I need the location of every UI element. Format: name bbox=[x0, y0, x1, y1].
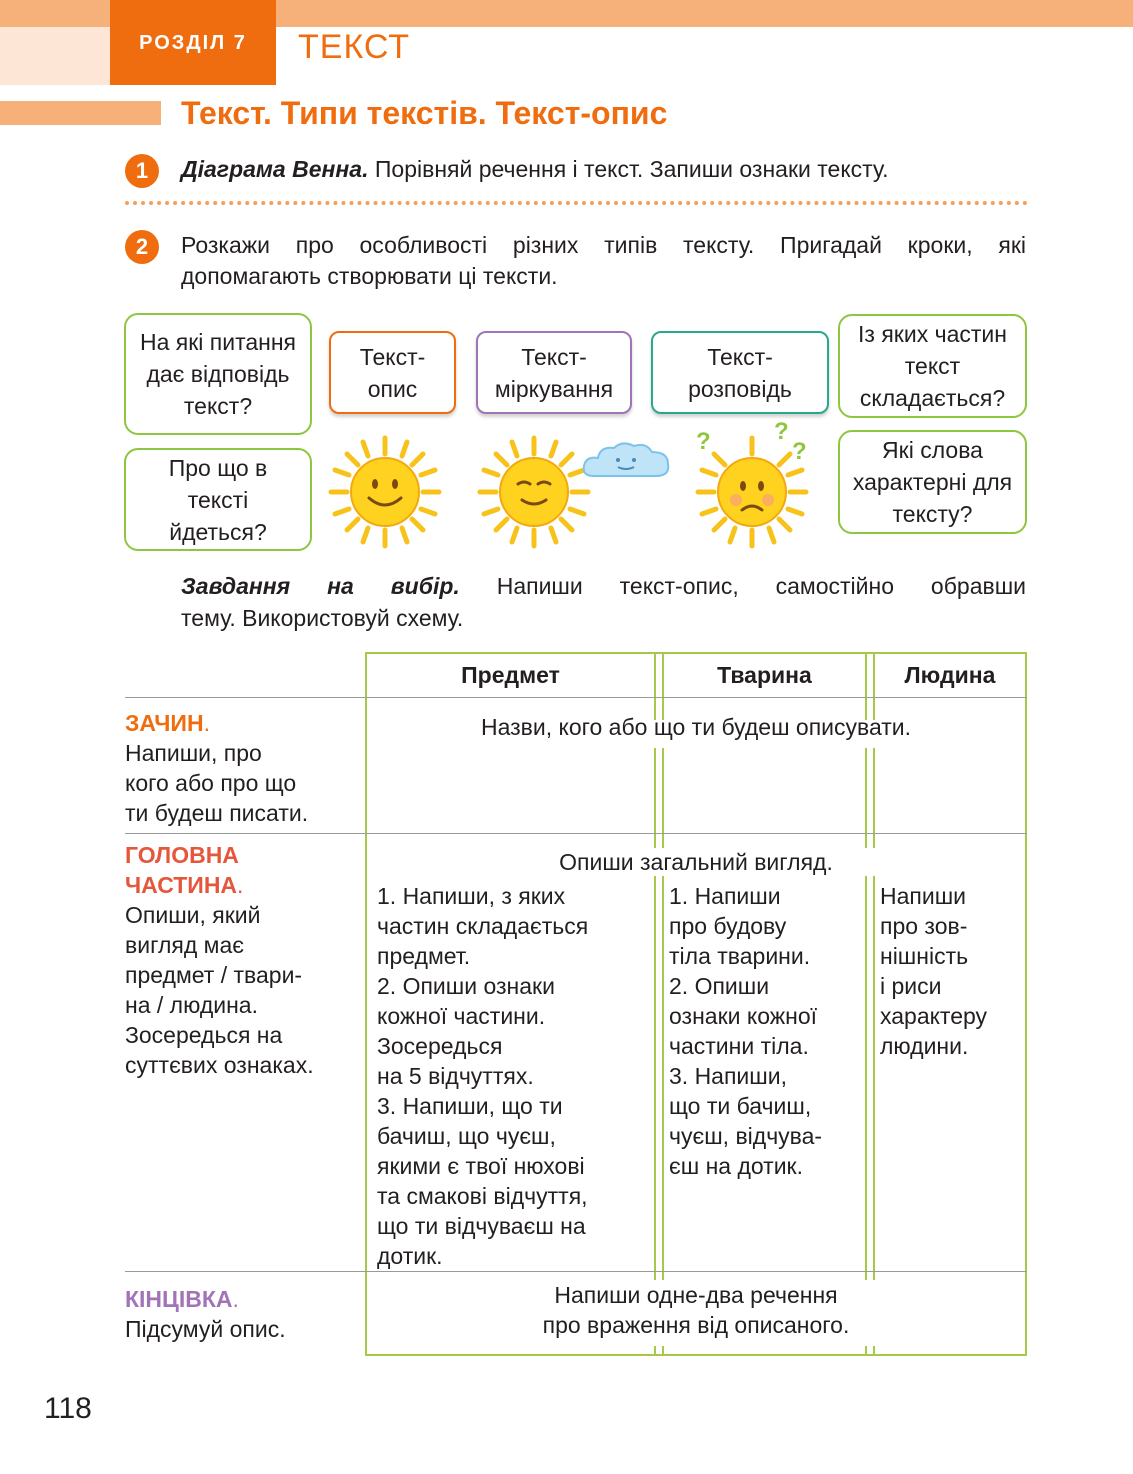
row-label-text: ЧАСТИНА bbox=[125, 872, 238, 898]
choice-task-line1 bbox=[181, 571, 1026, 602]
sun-smile-icon bbox=[325, 432, 445, 552]
table-right-border bbox=[1025, 652, 1027, 1356]
table-divider bbox=[662, 652, 664, 1356]
instruction-line: що ти бачиш, bbox=[669, 1093, 812, 1119]
zachyn-common-instruction: Назви, кого або що ти будеш описувати. bbox=[480, 714, 912, 740]
table-row-line bbox=[125, 697, 1027, 698]
row-label-zachyn: ЗАЧИН. bbox=[125, 710, 210, 736]
instruction-line: бачиш, що чуєш, bbox=[377, 1123, 556, 1149]
choice-task-line2: тему. Використовуй схему. bbox=[181, 605, 464, 631]
instruction-line: 1. Напиши bbox=[669, 883, 781, 909]
task-2-line1: Розкажи про особливості різних типів тексту. Пригадай кроки, які bbox=[181, 232, 1026, 258]
instruction-line: чуєш, відчува- bbox=[669, 1123, 823, 1149]
column-header-tvaryna: Тварина bbox=[717, 662, 812, 688]
desc-line: ти будеш писати. bbox=[125, 800, 309, 826]
main-common-instruction: Опиши загальний вигляд. bbox=[559, 849, 833, 875]
table-row-line bbox=[125, 833, 1027, 834]
cloud-icon bbox=[580, 438, 672, 482]
instruction-line: 1. Напиши, з яких bbox=[377, 883, 566, 909]
table-divider bbox=[865, 652, 867, 1356]
row-desc-zachyn bbox=[125, 738, 308, 828]
table-left-border bbox=[365, 652, 367, 1356]
desc-line: суттєвих ознаках. bbox=[125, 1052, 314, 1078]
table-divider bbox=[873, 652, 875, 1356]
writing-dotted-line bbox=[125, 201, 1028, 205]
instruction-line: і риси bbox=[880, 973, 942, 999]
table-top-border bbox=[365, 652, 1027, 654]
question-bubble-words bbox=[838, 430, 1027, 534]
question-bubble-answers bbox=[124, 313, 312, 435]
task-1-body: Порівняй речення і текст. Запиши ознаки тексту. bbox=[368, 156, 889, 182]
sun-thinking-icon bbox=[474, 432, 594, 552]
instruction-line: якими є твої нюхові bbox=[377, 1153, 585, 1179]
row-desc-main bbox=[125, 900, 314, 1080]
desc-line: Опиши, який bbox=[125, 902, 261, 928]
section-title: ТЕКСТ bbox=[298, 28, 411, 66]
desc-line: вигляд має bbox=[125, 932, 244, 958]
text-type-label: Текст-розповідь bbox=[688, 343, 792, 402]
desc-line: предмет / твари- bbox=[125, 962, 303, 988]
page-title: Текст. Типи текстів. Текст-опис bbox=[181, 95, 668, 131]
instruction-line: нішність bbox=[880, 943, 969, 969]
instruction-line: кожної частини. bbox=[377, 1003, 546, 1029]
text-type-label: Текст-міркування bbox=[494, 343, 614, 402]
text-type-opys bbox=[329, 331, 456, 414]
text-type-rozpovid bbox=[651, 331, 829, 414]
question-text: Які слова характерні для тексту? bbox=[852, 437, 1013, 527]
instruction-line: 3. Напиши, що ти bbox=[377, 1093, 563, 1119]
instruction-line: Напиши одне-два речення bbox=[554, 1282, 838, 1308]
header-left-band bbox=[0, 27, 110, 85]
instruction-line: частин складається bbox=[377, 913, 589, 939]
desc-line: Зосередься на bbox=[125, 1022, 283, 1048]
question-text: Із яких частин текст складається? bbox=[858, 321, 1007, 411]
instruction-line: на 5 відчуттях. bbox=[377, 1063, 534, 1089]
row-desc-kintsivka: Підсумуй опис. bbox=[125, 1316, 286, 1342]
question-text: На які питання дає відповідь текст? bbox=[139, 329, 297, 419]
instruction-line: частини тіла. bbox=[669, 1033, 809, 1059]
instruction-line: 3. Напиши, bbox=[669, 1063, 787, 1089]
desc-line: Напиши, про bbox=[125, 740, 262, 766]
question-mark-icon: ? bbox=[696, 428, 711, 455]
title-side-bar bbox=[0, 101, 161, 125]
text-type-mirkuvannia bbox=[476, 331, 632, 414]
liudyna-instructions bbox=[880, 881, 987, 1061]
question-bubble-about bbox=[124, 448, 312, 551]
instruction-line: про зов- bbox=[880, 913, 968, 939]
section-label: РОЗДІЛ 7 bbox=[110, 0, 276, 85]
instruction-line: та смакові відчуття, bbox=[377, 1183, 588, 1209]
table-divider bbox=[654, 652, 656, 1356]
task-1-text bbox=[181, 154, 889, 185]
predmet-instructions bbox=[377, 881, 588, 1271]
table-bottom-border bbox=[365, 1354, 1027, 1356]
instruction-line: Напиши bbox=[880, 883, 967, 909]
instruction-line: характеру bbox=[880, 1003, 988, 1029]
instruction-line: предмет. bbox=[377, 943, 471, 969]
row-label-text: ЗАЧИН bbox=[125, 710, 204, 736]
task-1-number: 1 bbox=[125, 154, 159, 188]
question-mark-icon: ? bbox=[774, 418, 789, 445]
instruction-line: що ти відчуваєш на bbox=[377, 1213, 586, 1239]
instruction-line: тіла тварини. bbox=[669, 943, 811, 969]
question-bubble-parts bbox=[838, 314, 1027, 418]
question-text: Про що в тексті йдеться? bbox=[168, 454, 268, 545]
row-label-text: ГОЛОВНА bbox=[125, 842, 239, 868]
kintsivka-common-instruction bbox=[367, 1280, 1025, 1340]
instruction-line: людини. bbox=[880, 1033, 969, 1059]
instruction-line: про враження від описаного. bbox=[542, 1312, 850, 1338]
column-header-liudyna: Людина bbox=[904, 662, 996, 688]
instruction-line: Зосередься bbox=[377, 1033, 503, 1059]
instruction-line: 2. Опиши bbox=[669, 973, 770, 999]
row-label-text: КІНЦІВКА bbox=[125, 1286, 233, 1312]
text-type-label: Текст-опис bbox=[359, 343, 426, 402]
instruction-line: 2. Опиши ознаки bbox=[377, 973, 555, 999]
row-label-main: ГОЛОВНА ЧАСТИНА. bbox=[125, 842, 244, 898]
task-2-line2: допомагають створювати ці тексти. bbox=[181, 263, 558, 289]
page-number: 118 bbox=[44, 1392, 92, 1425]
task-1-bold: Діаграма Венна. bbox=[181, 156, 369, 182]
instruction-line: єш на дотик. bbox=[669, 1153, 804, 1179]
instruction-line: дотик. bbox=[377, 1243, 443, 1269]
task-2-number: 2 bbox=[125, 230, 159, 264]
table-row-line bbox=[125, 1271, 1027, 1272]
row-label-kintsivka: КІНЦІВКА. bbox=[125, 1286, 239, 1312]
desc-line: кого або про що bbox=[125, 770, 297, 796]
choice-task-body: Напиши текст-опис, самостійно обравши bbox=[459, 573, 1027, 599]
question-mark-icon: ? bbox=[792, 438, 807, 465]
choice-task-bold: Завдання на вибір. bbox=[181, 573, 460, 599]
instruction-line: про будову bbox=[669, 913, 787, 939]
column-header-predmet: Предмет bbox=[461, 662, 560, 688]
desc-line: на / людина. bbox=[125, 992, 258, 1018]
instruction-line: ознаки кожної bbox=[669, 1003, 817, 1029]
tvaryna-instructions bbox=[669, 881, 822, 1181]
